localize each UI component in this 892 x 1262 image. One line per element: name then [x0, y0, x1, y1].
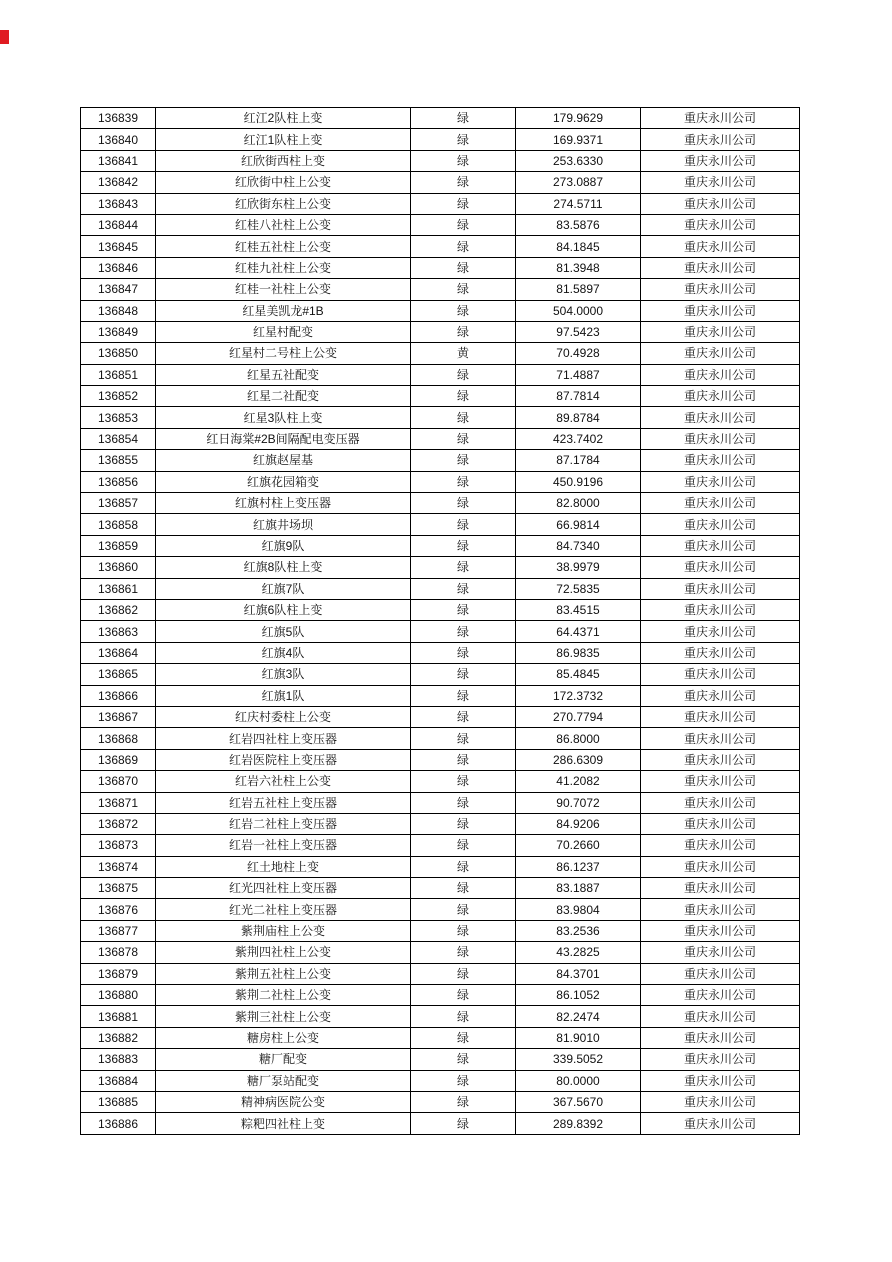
cell-id: 136850	[81, 343, 156, 364]
cell-status: 绿	[411, 407, 516, 428]
table-row	[81, 386, 800, 407]
cell-id: 136880	[81, 985, 156, 1006]
cell-value: 70.2660	[516, 835, 641, 856]
cell-id: 136881	[81, 1006, 156, 1027]
cell-name: 紫荆庙柱上公变	[156, 920, 411, 941]
table-row	[81, 856, 800, 877]
cell-name: 红岩医院柱上变压器	[156, 749, 411, 770]
cell-id: 136886	[81, 1113, 156, 1134]
cell-company: 重庆永川公司	[641, 236, 800, 257]
cell-name: 红旗7队	[156, 578, 411, 599]
cell-id: 136877	[81, 920, 156, 941]
cell-value: 83.5876	[516, 214, 641, 235]
cell-value: 66.9814	[516, 514, 641, 535]
cell-value: 87.1784	[516, 450, 641, 471]
cell-value: 38.9979	[516, 557, 641, 578]
cell-id: 136848	[81, 300, 156, 321]
cell-company: 重庆永川公司	[641, 514, 800, 535]
cell-status: 绿	[411, 514, 516, 535]
cell-id: 136875	[81, 878, 156, 899]
cell-status: 绿	[411, 749, 516, 770]
cell-company: 重庆永川公司	[641, 343, 800, 364]
cell-company: 重庆永川公司	[641, 899, 800, 920]
cell-value: 273.0887	[516, 172, 641, 193]
cell-id: 136843	[81, 193, 156, 214]
table-row	[81, 685, 800, 706]
cell-name: 红旗花园箱变	[156, 471, 411, 492]
cell-company: 重庆永川公司	[641, 792, 800, 813]
table-row	[81, 792, 800, 813]
cell-value: 89.8784	[516, 407, 641, 428]
cell-status: 绿	[411, 685, 516, 706]
cell-id: 136841	[81, 150, 156, 171]
cell-company: 重庆永川公司	[641, 407, 800, 428]
cell-id: 136849	[81, 321, 156, 342]
table-row	[81, 321, 800, 342]
table-row	[81, 771, 800, 792]
table-row	[81, 471, 800, 492]
cell-name: 紫荆四社柱上公变	[156, 942, 411, 963]
cell-company: 重庆永川公司	[641, 1006, 800, 1027]
cell-company: 重庆永川公司	[641, 664, 800, 685]
cell-id: 136840	[81, 129, 156, 150]
cell-status: 绿	[411, 856, 516, 877]
table-row	[81, 878, 800, 899]
table-row	[81, 642, 800, 663]
cell-status: 绿	[411, 899, 516, 920]
table-row	[81, 920, 800, 941]
cell-id: 136864	[81, 642, 156, 663]
cell-name: 红欣街中柱上公变	[156, 172, 411, 193]
cell-company: 重庆永川公司	[641, 493, 800, 514]
cell-id: 136867	[81, 706, 156, 727]
cell-status: 绿	[411, 963, 516, 984]
cell-value: 86.1237	[516, 856, 641, 877]
cell-value: 339.5052	[516, 1049, 641, 1070]
table-row	[81, 985, 800, 1006]
table-row	[81, 493, 800, 514]
cell-status: 绿	[411, 1070, 516, 1091]
cell-value: 450.9196	[516, 471, 641, 492]
cell-status: 绿	[411, 835, 516, 856]
cell-value: 85.4845	[516, 664, 641, 685]
table-row	[81, 407, 800, 428]
cell-id: 136857	[81, 493, 156, 514]
table-row	[81, 428, 800, 449]
cell-id: 136871	[81, 792, 156, 813]
cell-name: 红日海棠#2B间隔配电变压器	[156, 428, 411, 449]
cell-name: 红岩六社柱上公变	[156, 771, 411, 792]
table-row	[81, 706, 800, 727]
cell-id: 136872	[81, 813, 156, 834]
cell-name: 红旗9队	[156, 535, 411, 556]
cell-status: 绿	[411, 642, 516, 663]
cell-status: 绿	[411, 450, 516, 471]
cell-status: 绿	[411, 599, 516, 620]
cell-name: 红旗1队	[156, 685, 411, 706]
table-row	[81, 835, 800, 856]
cell-value: 82.2474	[516, 1006, 641, 1027]
cell-company: 重庆永川公司	[641, 257, 800, 278]
cell-company: 重庆永川公司	[641, 1049, 800, 1070]
table-row	[81, 535, 800, 556]
cell-status: 绿	[411, 621, 516, 642]
cell-value: 83.9804	[516, 899, 641, 920]
cell-id: 136855	[81, 450, 156, 471]
cell-value: 41.2082	[516, 771, 641, 792]
cell-status: 绿	[411, 920, 516, 941]
cell-name: 红岩四社柱上变压器	[156, 728, 411, 749]
cell-name: 红岩五社柱上变压器	[156, 792, 411, 813]
cell-name: 红江1队柱上变	[156, 129, 411, 150]
cell-name: 红欣街西柱上变	[156, 150, 411, 171]
cell-name: 红庆村委柱上公变	[156, 706, 411, 727]
cell-status: 绿	[411, 728, 516, 749]
cell-id: 136866	[81, 685, 156, 706]
cell-value: 172.3732	[516, 685, 641, 706]
cell-value: 90.7072	[516, 792, 641, 813]
cell-status: 绿	[411, 214, 516, 235]
cell-company: 重庆永川公司	[641, 599, 800, 620]
cell-status: 绿	[411, 471, 516, 492]
cell-name: 糖厂配变	[156, 1049, 411, 1070]
cell-company: 重庆永川公司	[641, 364, 800, 385]
cell-name: 红旗村柱上变压器	[156, 493, 411, 514]
cell-id: 136845	[81, 236, 156, 257]
cell-company: 重庆永川公司	[641, 108, 800, 129]
cell-company: 重庆永川公司	[641, 557, 800, 578]
cell-company: 重庆永川公司	[641, 150, 800, 171]
cell-id: 136851	[81, 364, 156, 385]
cell-id: 136882	[81, 1027, 156, 1048]
cell-company: 重庆永川公司	[641, 771, 800, 792]
cell-id: 136863	[81, 621, 156, 642]
cell-value: 43.2825	[516, 942, 641, 963]
table-row	[81, 621, 800, 642]
cell-value: 64.4371	[516, 621, 641, 642]
cell-value: 72.5835	[516, 578, 641, 599]
cell-value: 270.7794	[516, 706, 641, 727]
cell-status: 绿	[411, 279, 516, 300]
cell-status: 绿	[411, 664, 516, 685]
cell-value: 84.1845	[516, 236, 641, 257]
cell-status: 绿	[411, 813, 516, 834]
cell-value: 97.5423	[516, 321, 641, 342]
cell-value: 71.4887	[516, 364, 641, 385]
table-row	[81, 1091, 800, 1112]
cell-value: 367.5670	[516, 1091, 641, 1112]
cell-name: 红星五社配变	[156, 364, 411, 385]
cell-id: 136876	[81, 899, 156, 920]
cell-name: 红星二社配变	[156, 386, 411, 407]
table-body	[81, 108, 800, 1135]
cell-company: 重庆永川公司	[641, 321, 800, 342]
cell-company: 重庆永川公司	[641, 642, 800, 663]
cell-id: 136847	[81, 279, 156, 300]
table-row	[81, 257, 800, 278]
table-row	[81, 214, 800, 235]
cell-value: 84.7340	[516, 535, 641, 556]
cell-id: 136878	[81, 942, 156, 963]
cell-value: 80.0000	[516, 1070, 641, 1091]
cell-company: 重庆永川公司	[641, 813, 800, 834]
table-row	[81, 578, 800, 599]
cell-company: 重庆永川公司	[641, 193, 800, 214]
table-row	[81, 343, 800, 364]
cell-company: 重庆永川公司	[641, 129, 800, 150]
cell-value: 274.5711	[516, 193, 641, 214]
cell-company: 重庆永川公司	[641, 728, 800, 749]
cell-name: 红旗5队	[156, 621, 411, 642]
cell-name: 红桂一社柱上公变	[156, 279, 411, 300]
table-row	[81, 664, 800, 685]
cell-id: 136862	[81, 599, 156, 620]
cell-name: 红岩二社柱上变压器	[156, 813, 411, 834]
cell-company: 重庆永川公司	[641, 985, 800, 1006]
cell-name: 红旗井场坝	[156, 514, 411, 535]
cell-id: 136885	[81, 1091, 156, 1112]
cell-id: 136870	[81, 771, 156, 792]
cell-id: 136852	[81, 386, 156, 407]
cell-company: 重庆永川公司	[641, 450, 800, 471]
table-row	[81, 364, 800, 385]
table-row	[81, 899, 800, 920]
table-row	[81, 749, 800, 770]
table-row	[81, 1070, 800, 1091]
cell-name: 红星美凯龙#1B	[156, 300, 411, 321]
table-row	[81, 963, 800, 984]
cell-company: 重庆永川公司	[641, 279, 800, 300]
cell-id: 136879	[81, 963, 156, 984]
cell-company: 重庆永川公司	[641, 172, 800, 193]
cell-id: 136856	[81, 471, 156, 492]
cell-value: 82.8000	[516, 493, 641, 514]
table-row	[81, 728, 800, 749]
cell-name: 粽粑四社柱上变	[156, 1113, 411, 1134]
cell-status: 绿	[411, 878, 516, 899]
cell-status: 绿	[411, 578, 516, 599]
cell-name: 红旗8队柱上变	[156, 557, 411, 578]
cell-id: 136842	[81, 172, 156, 193]
cell-value: 423.7402	[516, 428, 641, 449]
cell-name: 紫荆三社柱上公变	[156, 1006, 411, 1027]
table-row	[81, 172, 800, 193]
cell-status: 绿	[411, 706, 516, 727]
cell-value: 84.9206	[516, 813, 641, 834]
cell-id: 136865	[81, 664, 156, 685]
cell-company: 重庆永川公司	[641, 835, 800, 856]
table-row	[81, 193, 800, 214]
table-row	[81, 1027, 800, 1048]
table-row	[81, 236, 800, 257]
table-row	[81, 1049, 800, 1070]
table-row	[81, 129, 800, 150]
cell-name: 红欣街东柱上公变	[156, 193, 411, 214]
cell-id: 136868	[81, 728, 156, 749]
cell-company: 重庆永川公司	[641, 1113, 800, 1134]
cell-name: 紫荆五社柱上公变	[156, 963, 411, 984]
cell-company: 重庆永川公司	[641, 1091, 800, 1112]
cell-status: 绿	[411, 321, 516, 342]
table-row	[81, 150, 800, 171]
cell-status: 绿	[411, 1091, 516, 1112]
cell-company: 重庆永川公司	[641, 749, 800, 770]
cell-company: 重庆永川公司	[641, 471, 800, 492]
cell-status: 绿	[411, 792, 516, 813]
cell-status: 绿	[411, 386, 516, 407]
cell-name: 红岩一社柱上变压器	[156, 835, 411, 856]
cell-name: 红江2队柱上变	[156, 108, 411, 129]
cell-company: 重庆永川公司	[641, 878, 800, 899]
cell-status: 绿	[411, 1113, 516, 1134]
cell-company: 重庆永川公司	[641, 428, 800, 449]
cell-value: 84.3701	[516, 963, 641, 984]
table-row	[81, 557, 800, 578]
cell-status: 绿	[411, 1049, 516, 1070]
cell-value: 86.1052	[516, 985, 641, 1006]
cell-value: 83.2536	[516, 920, 641, 941]
cell-value: 83.1887	[516, 878, 641, 899]
cell-status: 绿	[411, 300, 516, 321]
cell-status: 绿	[411, 236, 516, 257]
red-mark	[0, 30, 9, 44]
cell-value: 86.8000	[516, 728, 641, 749]
cell-status: 绿	[411, 150, 516, 171]
cell-value: 81.9010	[516, 1027, 641, 1048]
cell-status: 绿	[411, 557, 516, 578]
cell-name: 红桂九社柱上公变	[156, 257, 411, 278]
cell-status: 绿	[411, 985, 516, 1006]
cell-value: 286.6309	[516, 749, 641, 770]
cell-id: 136853	[81, 407, 156, 428]
cell-id: 136844	[81, 214, 156, 235]
cell-status: 绿	[411, 493, 516, 514]
table-row	[81, 300, 800, 321]
cell-id: 136839	[81, 108, 156, 129]
cell-name: 红星3队柱上变	[156, 407, 411, 428]
cell-name: 红星村配变	[156, 321, 411, 342]
cell-status: 黄	[411, 343, 516, 364]
cell-status: 绿	[411, 1006, 516, 1027]
table-row	[81, 108, 800, 129]
cell-company: 重庆永川公司	[641, 214, 800, 235]
cell-id: 136873	[81, 835, 156, 856]
cell-company: 重庆永川公司	[641, 386, 800, 407]
cell-status: 绿	[411, 108, 516, 129]
cell-status: 绿	[411, 942, 516, 963]
cell-status: 绿	[411, 535, 516, 556]
cell-value: 169.9371	[516, 129, 641, 150]
cell-company: 重庆永川公司	[641, 942, 800, 963]
cell-id: 136860	[81, 557, 156, 578]
cell-name: 紫荆二社柱上公变	[156, 985, 411, 1006]
table-row	[81, 942, 800, 963]
cell-company: 重庆永川公司	[641, 300, 800, 321]
cell-id: 136858	[81, 514, 156, 535]
cell-company: 重庆永川公司	[641, 920, 800, 941]
cell-value: 86.9835	[516, 642, 641, 663]
table-row	[81, 450, 800, 471]
cell-name: 红星村二号柱上公变	[156, 343, 411, 364]
table-row	[81, 813, 800, 834]
cell-status: 绿	[411, 193, 516, 214]
cell-name: 精神病医院公变	[156, 1091, 411, 1112]
cell-company: 重庆永川公司	[641, 1070, 800, 1091]
table-row	[81, 514, 800, 535]
cell-company: 重庆永川公司	[641, 621, 800, 642]
cell-id: 136884	[81, 1070, 156, 1091]
cell-company: 重庆永川公司	[641, 685, 800, 706]
cell-status: 绿	[411, 428, 516, 449]
cell-company: 重庆永川公司	[641, 578, 800, 599]
table-row	[81, 279, 800, 300]
cell-id: 136854	[81, 428, 156, 449]
cell-name: 红光四社柱上变压器	[156, 878, 411, 899]
cell-status: 绿	[411, 257, 516, 278]
cell-name: 糖厂泵站配变	[156, 1070, 411, 1091]
cell-id: 136846	[81, 257, 156, 278]
table-row	[81, 599, 800, 620]
cell-value: 289.8392	[516, 1113, 641, 1134]
cell-name: 糖房柱上公变	[156, 1027, 411, 1048]
cell-value: 83.4515	[516, 599, 641, 620]
cell-name: 红土地柱上变	[156, 856, 411, 877]
cell-status: 绿	[411, 129, 516, 150]
cell-company: 重庆永川公司	[641, 535, 800, 556]
cell-name: 红桂八社柱上公变	[156, 214, 411, 235]
cell-name: 红旗赵屋基	[156, 450, 411, 471]
cell-id: 136861	[81, 578, 156, 599]
cell-company: 重庆永川公司	[641, 706, 800, 727]
cell-value: 87.7814	[516, 386, 641, 407]
cell-company: 重庆永川公司	[641, 856, 800, 877]
cell-company: 重庆永川公司	[641, 1027, 800, 1048]
cell-id: 136869	[81, 749, 156, 770]
cell-name: 红旗4队	[156, 642, 411, 663]
data-table	[80, 107, 800, 1135]
cell-company: 重庆永川公司	[641, 963, 800, 984]
cell-name: 红桂五社柱上公变	[156, 236, 411, 257]
cell-value: 81.5897	[516, 279, 641, 300]
cell-name: 红光二社柱上变压器	[156, 899, 411, 920]
cell-value: 179.9629	[516, 108, 641, 129]
cell-status: 绿	[411, 771, 516, 792]
cell-value: 504.0000	[516, 300, 641, 321]
cell-id: 136874	[81, 856, 156, 877]
cell-value: 70.4928	[516, 343, 641, 364]
cell-name: 红旗6队柱上变	[156, 599, 411, 620]
table-row	[81, 1113, 800, 1134]
cell-status: 绿	[411, 364, 516, 385]
cell-id: 136883	[81, 1049, 156, 1070]
cell-id: 136859	[81, 535, 156, 556]
cell-status: 绿	[411, 172, 516, 193]
cell-value: 253.6330	[516, 150, 641, 171]
cell-status: 绿	[411, 1027, 516, 1048]
cell-name: 红旗3队	[156, 664, 411, 685]
table-row	[81, 1006, 800, 1027]
cell-value: 81.3948	[516, 257, 641, 278]
